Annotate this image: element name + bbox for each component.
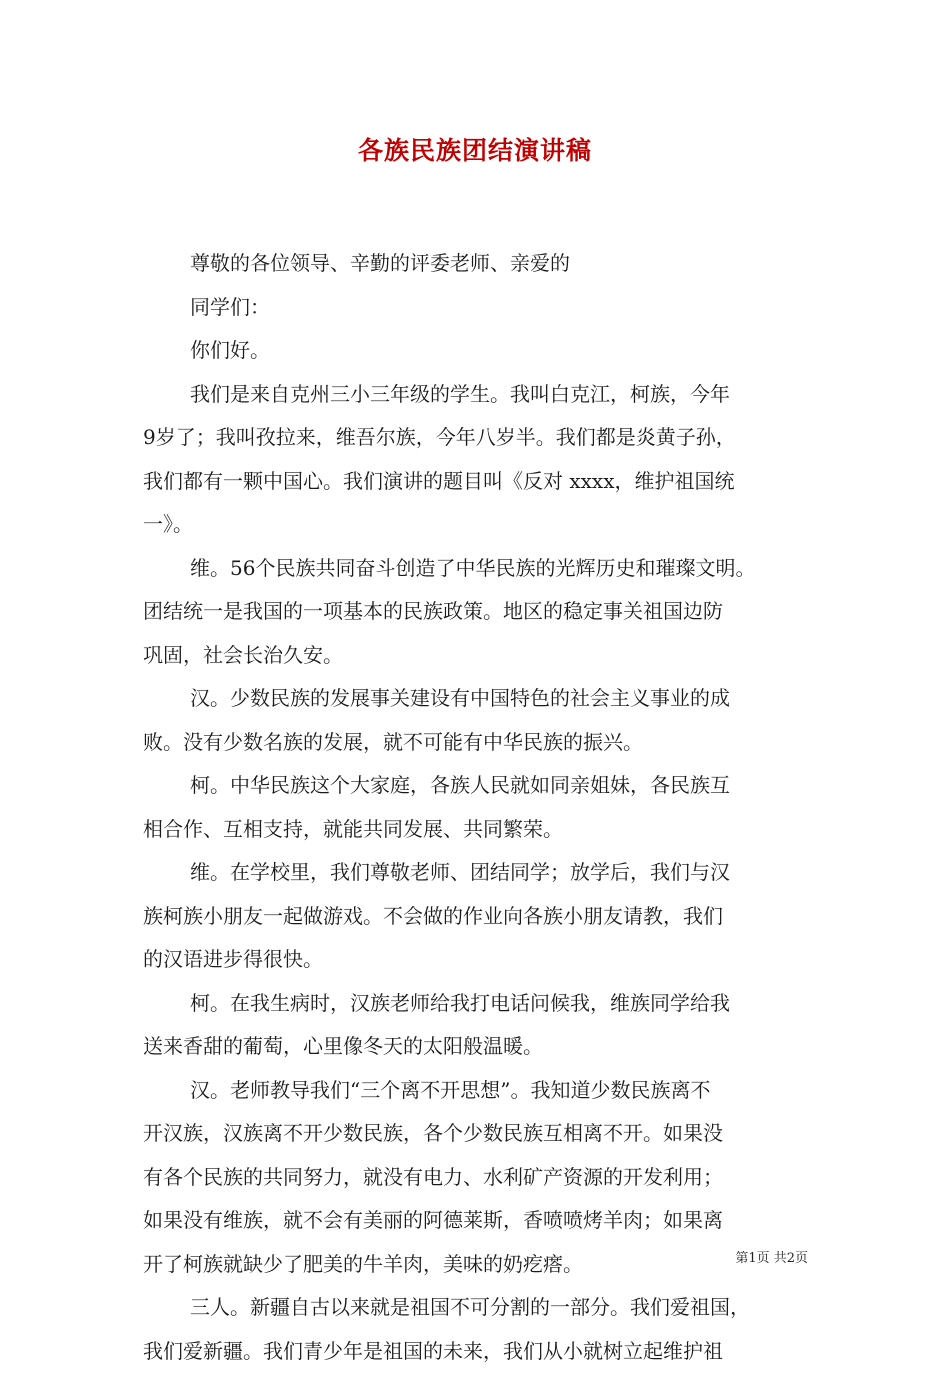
text-line: 柯。在我生病时，汉族老师给我打电话问候我，维族同学给我 xyxy=(143,982,809,1026)
text-line: 汉。老师教导我们“三个离不开思想”。我知道少数民族离不 xyxy=(143,1069,809,1113)
document-body xyxy=(143,242,809,1373)
text-line: 有各个民族的共同努力，就没有电力、水利矿产资源的开发利用； xyxy=(143,1156,809,1200)
text-line: 巩固，社会长治久安。 xyxy=(143,634,809,678)
text-line: 维。56个民族共同奋斗创造了中华民族的光辉历史和璀璨文明。 xyxy=(143,547,809,591)
text-line: 的汉语进步得很快。 xyxy=(143,938,809,982)
text-line: 柯。中华民族这个大家庭，各族人民就如同亲姐妹，各民族互 xyxy=(143,764,809,808)
document-title: 各族民族团结演讲稿 xyxy=(0,131,950,167)
text-line: 同学们： xyxy=(143,286,809,330)
text-line: 三人。新疆自古以来就是祖国不可分割的一部分。我们爱祖国， xyxy=(143,1286,809,1330)
text-line: 送来香甜的葡萄，心里像冬天的太阳般温暖。 xyxy=(143,1025,809,1069)
text-line: 败。没有少数名族的发展，就不可能有中华民族的振兴。 xyxy=(143,721,809,765)
text-line: 开汉族，汉族离不开少数民族，各个少数民族互相离不开。如果没 xyxy=(143,1112,809,1156)
text-line: 团结统一是我国的一项基本的民族政策。地区的稳定事关祖国边防 xyxy=(143,590,809,634)
text-line: 我们是来自克州三小三年级的学生。我叫白克江，柯族，今年 xyxy=(143,373,809,417)
page-footer: 第1页 共2页 xyxy=(735,1247,808,1266)
text-line: 你们好。 xyxy=(143,329,809,373)
text-line: 一》。 xyxy=(143,503,809,547)
text-line: 我们爱新疆。我们青少年是祖国的未来，我们从小就树立起维护祖 xyxy=(143,1330,809,1373)
text-line: 如果没有维族，就不会有美丽的阿德莱斯，香喷喷烤羊肉；如果离 xyxy=(143,1199,809,1243)
text-line: 9岁了；我叫孜拉来，维吾尔族，今年八岁半。我们都是炎黄子孙， xyxy=(143,416,809,460)
text-line: 相合作、互相支持，就能共同发展、共同繁荣。 xyxy=(143,808,809,852)
text-line: 我们都有一颗中国心。我们演讲的题目叫《反对 xxxx，维护祖国统 xyxy=(143,460,809,504)
text-line: 维。在学校里，我们尊敬老师、团结同学；放学后，我们与汉 xyxy=(143,851,809,895)
text-line: 汉。少数民族的发展事关建设有中国特色的社会主义事业的成 xyxy=(143,677,809,721)
text-line: 族柯族小朋友一起做游戏。不会做的作业向各族小朋友请教，我们 xyxy=(143,895,809,939)
text-line: 尊敬的各位领导、辛勤的评委老师、亲爱的 xyxy=(143,242,809,286)
text-line: 开了柯族就缺少了肥美的牛羊肉，美味的奶疙瘩。 xyxy=(143,1243,809,1287)
